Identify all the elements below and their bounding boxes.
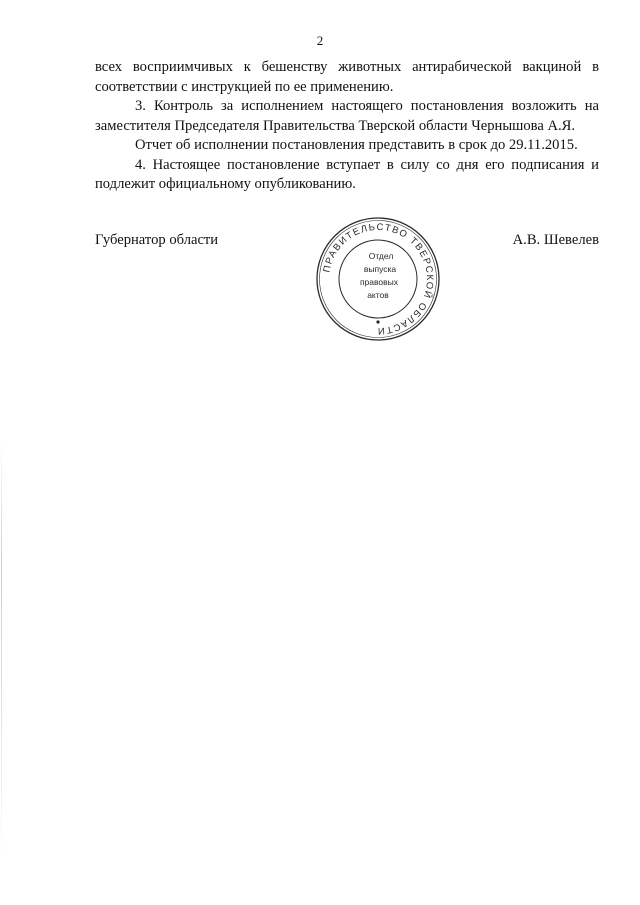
signature-name: А.В. Шевелев bbox=[512, 232, 599, 248]
seal-center-line-2: выпуска bbox=[363, 264, 397, 274]
paragraph-report-deadline: Отчет об исполнении постановления представить в срок до 29.11.2015. bbox=[135, 137, 578, 153]
seal-center-line-1: Отдел bbox=[368, 251, 394, 261]
paragraph-continuation: всех восприимчивых к бешенству животных антирабической вакциной в соответствии с инструкцией по ее применению. bbox=[95, 59, 599, 95]
scan-edge-artifact bbox=[1, 440, 2, 860]
seal-ring-text: ПРАВИТЕЛЬСТВО ТВЕРСКОЙ ОБЛАСТИ bbox=[321, 221, 436, 337]
paragraph-item-4: 4. Настоящее постановление вступает в силу со дня его подписания и подлежит официальному опубликованию. bbox=[95, 156, 599, 192]
page-number: 2 bbox=[316, 33, 324, 48]
seal-center-line-3: правовых bbox=[359, 277, 399, 287]
seal-stamp-graphic bbox=[314, 215, 442, 343]
paragraph-item-3: 3. Контроль за исполнением настоящего постановления возложить на заместителя Председателя Правительства Тверской области Чернышова А.Я. bbox=[95, 98, 599, 134]
official-seal bbox=[314, 215, 442, 343]
seal-center-line-4: актов bbox=[367, 290, 389, 300]
seal-bottom-dot bbox=[376, 320, 379, 323]
signature-position: Губернатор области bbox=[95, 232, 219, 248]
document-body bbox=[95, 58, 599, 195]
